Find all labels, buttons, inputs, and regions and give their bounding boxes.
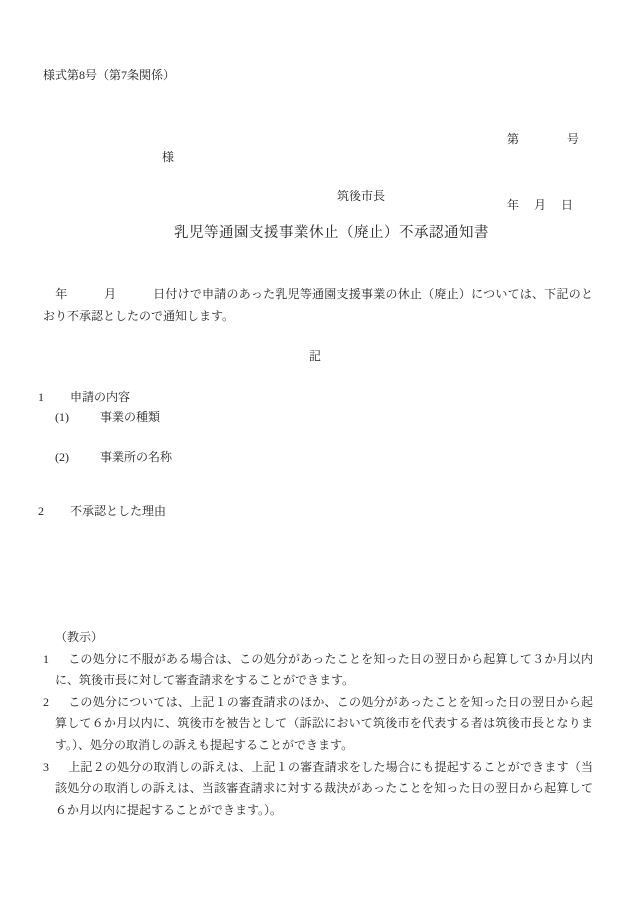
document-title: 乳児等通園支援事業休止（廃止）不承認通知書 — [174, 225, 489, 241]
subsection-1-number: (1) — [55, 410, 69, 424]
subsection-1-label: 事業の種類 — [100, 410, 161, 424]
notice-item-2-text: この処分については、上記１の審査請求のほか、この処分があったことを知った日の翌日から起算して６か月以内に、筑後市を被告として（訴訟において筑後市を代表する者は筑後市長となります。）、処分の取消しの訴えも提起することができます。 — [55, 694, 593, 752]
notice-item-2-number: 2 — [43, 694, 49, 709]
sender-name: 筑後市長 — [337, 189, 386, 203]
section-2-label: 不承認とした理由 — [70, 504, 167, 518]
notice-item-3-text: 上記２の処分の取消しの訴えは、上記１の審査請求をした場合にも提起することができます（当該処分の取消しの訴えは、当該審査請求に対する裁決があったことを知った日の翌日から起算して６か月以内に提起することができます。）。 — [55, 759, 593, 817]
doc-number-line: 第 号 — [507, 132, 580, 146]
notice-item-1-text: この処分に不服がある場合は、この処分があったことを知った日の翌日から起算して３か月以内に、筑後市長に対して審査請求をすることができます。 — [55, 651, 593, 688]
notice-heading: （教示） — [55, 630, 104, 644]
subsection-2-label: 事業所の名称 — [100, 450, 173, 464]
section-2-number: 2 — [38, 504, 44, 518]
section-2 — [38, 502, 166, 519]
notice-item-3-number: 3 — [43, 759, 49, 774]
section-1 — [38, 388, 130, 405]
subsection-1 — [55, 408, 160, 425]
notice-item-2 — [43, 692, 593, 757]
form-number: 様式第8号（第7条関係） — [43, 68, 176, 82]
reference-block — [507, 84, 579, 260]
addressee-honorific: 様 — [162, 150, 175, 164]
subsection-2 — [55, 448, 172, 465]
notice-item-1 — [43, 649, 593, 692]
ki-label: 記 — [308, 349, 321, 363]
notice-item-1-number: 1 — [43, 651, 49, 666]
body-paragraph: 年 月 日付けで申請のあった乳児等通園支援事業の休止（廃止）については、下記のとおり不承認としたので通知します。 — [43, 287, 593, 323]
section-1-number: 1 — [38, 390, 44, 404]
notice-section — [43, 627, 593, 821]
notice-item-3 — [43, 757, 593, 822]
section-1-label: 申請の内容 — [70, 390, 131, 404]
subsection-2-number: (2) — [55, 450, 69, 464]
date-line: 年 月 日 — [507, 198, 574, 212]
